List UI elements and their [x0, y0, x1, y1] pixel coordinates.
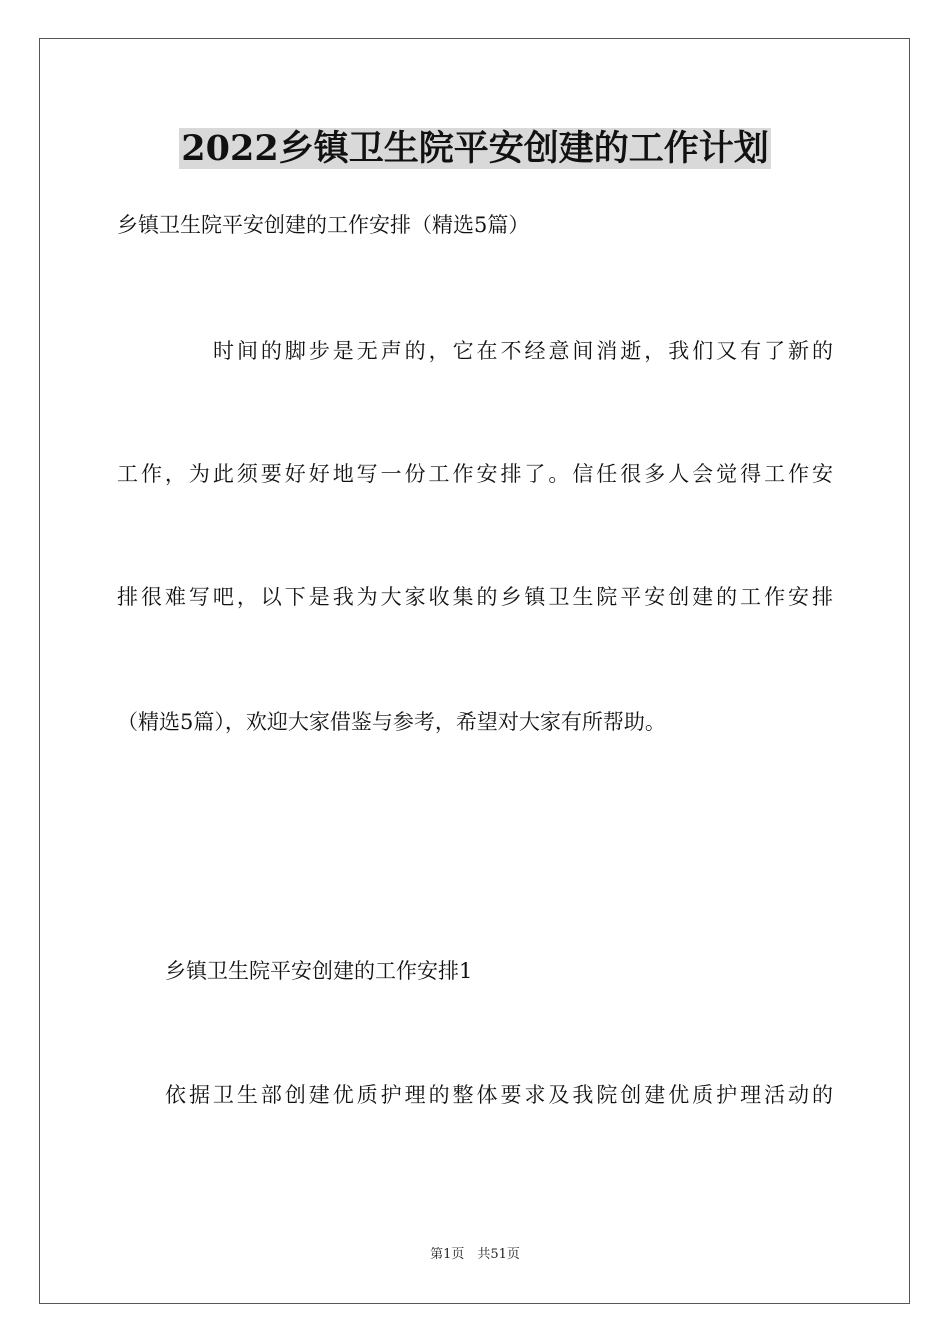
section-heading: 乡镇卫生院平安创建的工作安排1 [165, 959, 473, 983]
intro-line-3: 排很难写吧，以下是我为大家收集的乡镇卫生院平安创建的工作安排 [117, 585, 833, 609]
section-paragraph-line: 依据卫生部创建优质护理的整体要求及我院创建优质护理活动的 [165, 1083, 833, 1107]
document-subtitle: 乡镇卫生院平安创建的工作安排（精选5篇） [117, 213, 530, 237]
document-title [0, 124, 950, 174]
intro-line-2: 工作，为此须要好好地写一份工作安排了。信任很多人会觉得工作安 [117, 462, 833, 486]
page-footer: 第1页 共51页 [430, 1247, 520, 1262]
intro-line-4: （精选5篇），欢迎大家借鉴与参考，希望对大家有所帮助。 [117, 710, 666, 734]
intro-line-1: 时间的脚步是无声的，它在不经意间消逝，我们又有了新的 [213, 339, 833, 363]
document-title-text: 2022乡镇卫生院平安创建的工作计划 [181, 128, 769, 169]
